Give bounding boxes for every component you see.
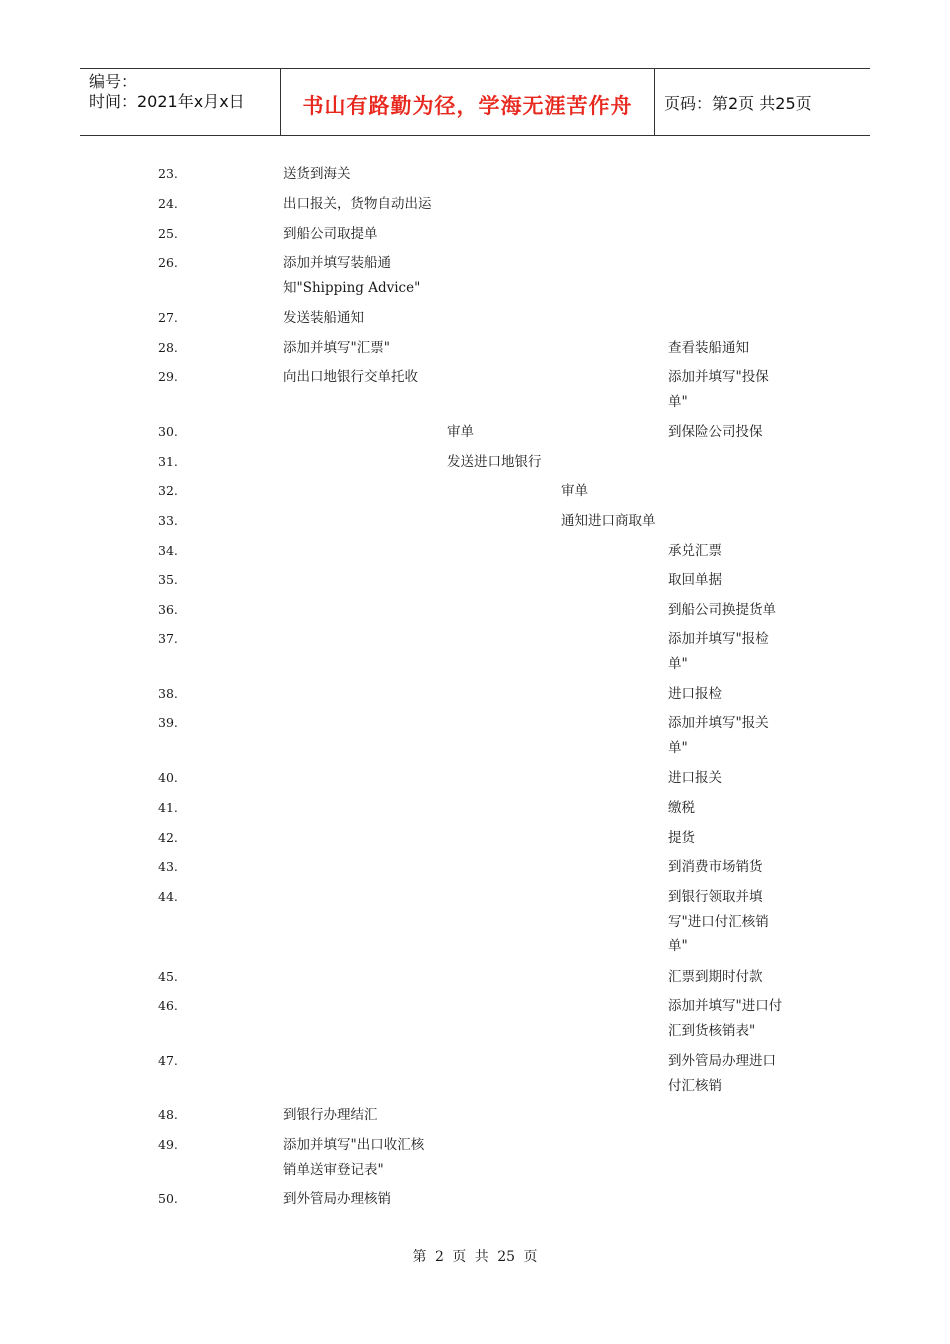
step-cell-c1: 添加并填写"出口收汇核 销单送审登记表" [283, 1137, 425, 1178]
step-number: 41. [158, 800, 178, 815]
step-cell-c4: 添加并填写"投保 单" [668, 369, 769, 410]
step-number: 25. [158, 226, 178, 241]
step-number: 24. [158, 196, 178, 211]
time-label: 时间：2021年x月x日 [89, 92, 245, 111]
step-cell-c4: 到保险公司投保 [668, 424, 763, 440]
step-cell-c4: 进口报检 [668, 686, 722, 702]
header-meta [80, 69, 281, 135]
page-header [80, 68, 870, 136]
step-cell-c4: 添加并填写"进口付 汇到货核销表" [668, 998, 783, 1039]
step-cell-c2: 发送进口地银行 [447, 454, 542, 470]
step-number: 28. [158, 340, 178, 355]
step-cell-c4: 汇票到期时付款 [668, 969, 763, 985]
step-cell-c1: 到银行办理结汇 [283, 1107, 378, 1123]
step-number: 45. [158, 969, 178, 984]
step-number: 30. [158, 424, 178, 439]
step-number: 40. [158, 770, 178, 785]
step-cell-c3: 审单 [561, 483, 588, 499]
step-number: 48. [158, 1107, 178, 1122]
step-cell-c4: 添加并填写"报检 单" [668, 631, 769, 672]
header-page-cell [655, 69, 870, 135]
step-number: 44. [158, 889, 178, 904]
step-number: 35. [158, 572, 178, 587]
page-footer: 第 2 页 共 25 页 [412, 1249, 538, 1265]
step-cell-c4: 缴税 [668, 800, 695, 816]
step-number: 37. [158, 631, 178, 646]
step-number: 47. [158, 1053, 178, 1068]
step-number: 42. [158, 830, 178, 845]
motto-text: 书山有路勤为径，学海无涯苦作舟 [302, 94, 633, 118]
step-cell-c4: 添加并填写"报关 单" [668, 715, 769, 756]
step-number: 29. [158, 369, 178, 384]
step-number: 33. [158, 513, 178, 528]
step-number: 50. [158, 1191, 178, 1206]
step-cell-c2: 审单 [447, 424, 474, 440]
step-cell-c1: 到外管局办理核销 [283, 1191, 391, 1207]
step-cell-c3: 通知进口商取单 [561, 513, 656, 529]
step-cell-c4: 取回单据 [668, 572, 722, 588]
step-number: 27. [158, 310, 178, 325]
step-cell-c1: 发送装船通知 [283, 310, 364, 326]
step-number: 32. [158, 483, 178, 498]
step-cell-c1: 出口报关，货物自动出运 [283, 196, 432, 212]
step-number: 31. [158, 454, 178, 469]
step-number: 23. [158, 166, 178, 181]
step-cell-c1: 向出口地银行交单托收 [283, 369, 418, 385]
step-cell-c1: 添加并填写装船通 知"Shipping Advice" [283, 255, 421, 296]
step-number: 49. [158, 1137, 178, 1152]
number-label: 编号： [89, 72, 138, 91]
step-number: 46. [158, 998, 178, 1013]
step-cell-c4: 到银行领取并填 写"进口付汇核销 单" [668, 889, 769, 954]
step-number: 38. [158, 686, 178, 701]
step-cell-c4: 查看装船通知 [668, 340, 749, 356]
header-motto-cell [281, 69, 655, 135]
step-number: 39. [158, 715, 178, 730]
page-label: 页码：第2页 共25页 [664, 93, 812, 113]
step-number: 34. [158, 543, 178, 558]
step-number: 26. [158, 255, 178, 270]
step-number: 43. [158, 859, 178, 874]
step-cell-c4: 进口报关 [668, 770, 722, 786]
step-cell-c4: 到船公司换提货单 [668, 602, 776, 618]
step-cell-c1: 送货到海关 [283, 166, 351, 182]
step-cell-c4: 到外管局办理进口 付汇核销 [668, 1053, 776, 1094]
step-number: 36. [158, 602, 178, 617]
step-cell-c4: 承兑汇票 [668, 543, 722, 559]
step-cell-c1: 到船公司取提单 [283, 226, 378, 242]
step-cell-c4: 到消费市场销货 [668, 859, 763, 875]
step-cell-c4: 提货 [668, 830, 695, 846]
step-cell-c1: 添加并填写"汇票" [283, 340, 390, 356]
